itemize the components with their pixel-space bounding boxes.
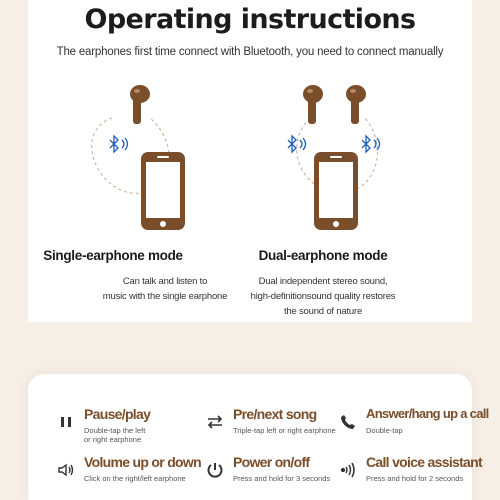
feature-title: Call voice assistant (366, 454, 482, 470)
feature-title: Pause/play (84, 406, 151, 422)
mode-description (198, 274, 448, 319)
voice-waves-icon (338, 460, 358, 480)
feature-title: Power on/off (233, 454, 310, 470)
single-earphone-illustration (0, 78, 250, 248)
description-line: Dual independent stereo sound, (258, 276, 388, 287)
dual-earphone-illustration (250, 78, 500, 248)
description-line: high-definitionsound quality restores (250, 291, 396, 302)
page-subtitle: The earphones first time connect with Bluetooth, you need to connect manually (56, 46, 444, 58)
speaker-icon (56, 460, 76, 480)
feature-title: Pre/next song (233, 406, 317, 422)
smartphone-icon (141, 152, 185, 230)
feature-title: Answer/hang up a call (366, 406, 489, 421)
bluetooth-left-icon (288, 136, 306, 152)
dual-earphone-mode (250, 78, 500, 328)
page-title: Operating instructions (84, 4, 416, 35)
bluetooth-icon (110, 136, 128, 152)
mode-title: Dual-earphone mode (258, 248, 388, 263)
description-line: music with the single earphone (102, 291, 228, 302)
feature-description: Double-tap the left or right earphone (84, 426, 146, 444)
power-icon (205, 460, 225, 480)
arrows-swap-icon (205, 412, 225, 432)
earbud-icon (130, 85, 150, 124)
phone-icon (338, 412, 358, 432)
earbud-right-icon (346, 85, 366, 124)
description-line: the sound of nature (283, 306, 363, 317)
earbud-left-icon (303, 85, 323, 124)
feature-description: Double-tap (366, 426, 403, 435)
pause-icon (56, 412, 76, 432)
bluetooth-right-icon (362, 136, 380, 152)
feature-title: Volume up or down (84, 454, 201, 470)
mode-title: Single-earphone mode (43, 248, 183, 263)
feature-description: Press and hold for 3 seconds (233, 474, 331, 483)
smartphone-icon (314, 152, 358, 230)
feature-description: Triple-tap left or right earphone (233, 426, 336, 435)
description-line: Can talk and listen to (122, 276, 208, 287)
feature-description: Click on the right/left earphone (84, 474, 186, 483)
feature-description: Press and hold for 2 seconds (366, 474, 464, 483)
